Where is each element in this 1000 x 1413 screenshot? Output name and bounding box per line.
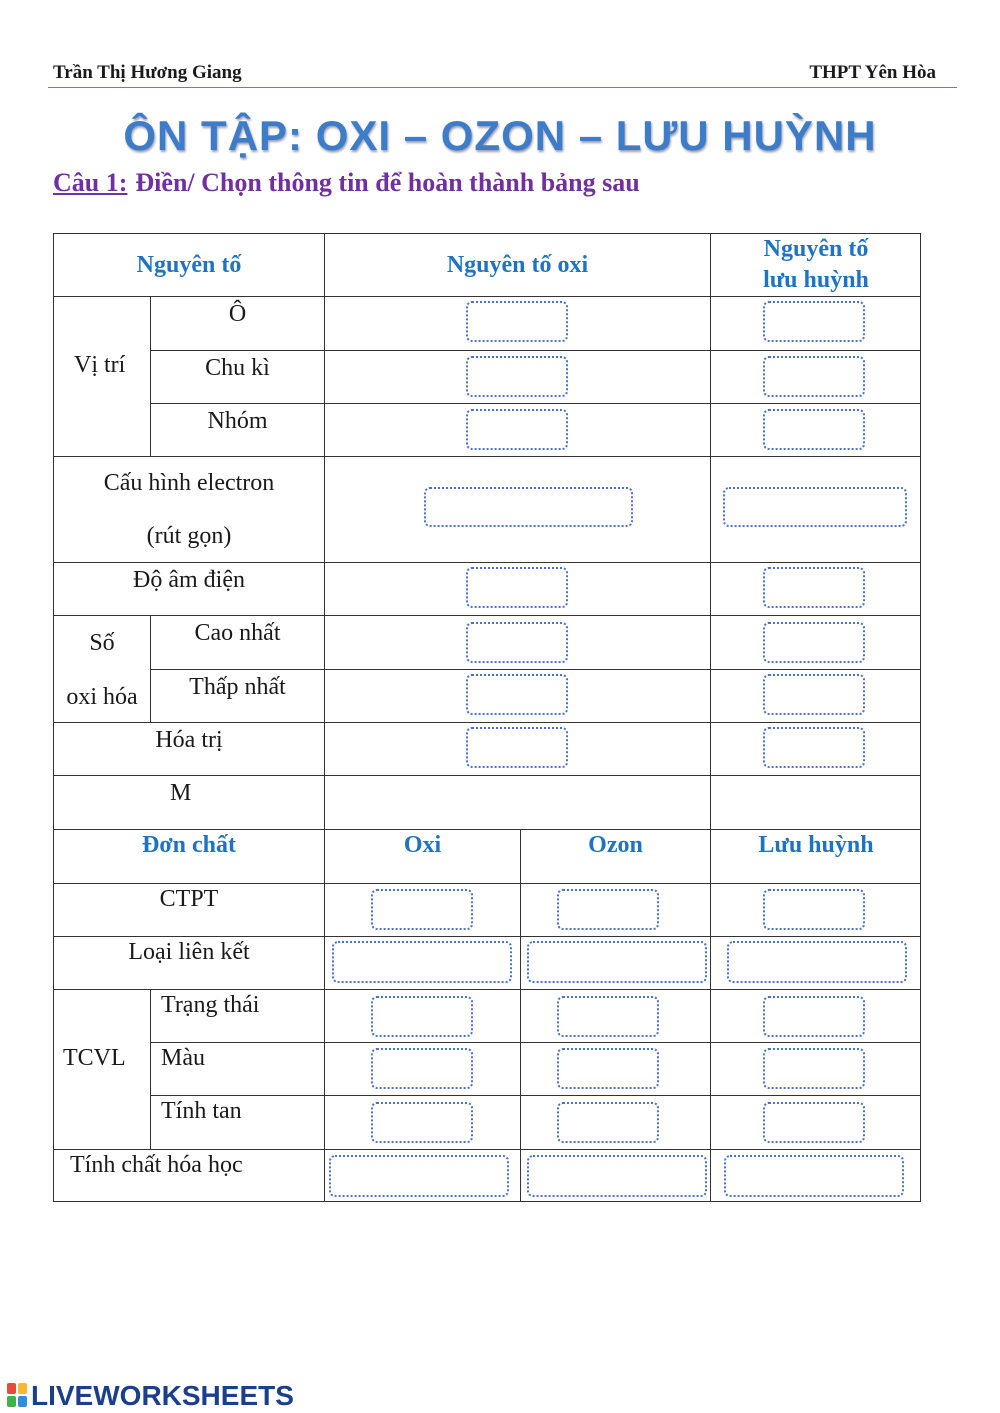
answer-box-oxygen-lowest[interactable]: [466, 674, 568, 715]
answer-box-ozon-formula[interactable]: [557, 889, 659, 930]
answer-box-oxygen-valence[interactable]: [466, 727, 568, 768]
row-group-position: Vị trí: [53, 296, 150, 456]
row-group-oxidation-line2: oxi hóa: [66, 684, 138, 710]
row-group-physical: TCVL: [53, 989, 150, 1149]
answer-box-lh-color[interactable]: [763, 1048, 865, 1089]
answer-box-oxi-chem[interactable]: [329, 1155, 509, 1197]
header-divider: [48, 87, 957, 88]
answer-box-oxi-state[interactable]: [371, 996, 473, 1037]
answer-box-ozon-bond[interactable]: [527, 941, 707, 983]
row-group-oxidation-line1: Số: [89, 630, 115, 656]
answer-box-oxygen-highest[interactable]: [466, 622, 568, 663]
oxygen-mass-cell: [324, 775, 710, 829]
label-formula: CTPT: [53, 883, 324, 936]
answer-box-lh-solubility[interactable]: [763, 1102, 865, 1143]
label-highest: Cao nhất: [150, 615, 324, 669]
header-sulfur-line1: Nguyên tố: [763, 236, 869, 262]
answer-box-sulfur-valence[interactable]: [763, 727, 865, 768]
answer-box-sulfur-lowest[interactable]: [763, 674, 865, 715]
answer-box-oxygen-group[interactable]: [466, 409, 568, 450]
label-cell: Ô: [150, 296, 324, 350]
answer-box-oxygen-cell[interactable]: [466, 301, 568, 342]
answer-box-oxi-bond[interactable]: [332, 941, 512, 983]
liveworksheets-mark-icon: [7, 1383, 29, 1409]
question-1: [53, 168, 640, 198]
label-lowest: Thấp nhất: [150, 669, 324, 722]
label-period: Chu kì: [150, 350, 324, 403]
label-electronegativity: Độ âm điện: [53, 562, 324, 615]
answer-box-sulfur-config[interactable]: [723, 487, 907, 527]
page-title: ÔN TẬP: OXI – OZON – LƯU HUỲNH: [123, 112, 877, 159]
header-oxi: Oxi: [324, 829, 520, 883]
header-substance: Đơn chất: [53, 829, 324, 883]
label-molar-mass: M: [53, 775, 324, 829]
label-electron-config: [53, 456, 324, 562]
header-element: Nguyên tố: [53, 233, 324, 296]
answer-box-lh-chem[interactable]: [724, 1155, 904, 1197]
label-electron-config-line2: (rút gọn): [146, 523, 232, 549]
header-ozon: Ozon: [520, 829, 710, 883]
question-number: Câu 1:: [53, 168, 128, 197]
answer-box-ozon-chem[interactable]: [527, 1155, 707, 1197]
answer-box-sulfur-cell[interactable]: [763, 301, 865, 342]
answer-box-ozon-state[interactable]: [557, 996, 659, 1037]
label-state: Trạng thái: [150, 989, 324, 1042]
question-text: Điền/ Chọn thông tin để hoàn thành bảng sau: [135, 168, 640, 197]
liveworksheets-text: LIVEWORKSHEETS: [31, 1380, 294, 1411]
answer-box-lh-bond[interactable]: [727, 941, 907, 983]
answer-box-lh-formula[interactable]: [763, 889, 865, 930]
answer-box-lh-state[interactable]: [763, 996, 865, 1037]
answer-box-sulfur-highest[interactable]: [763, 622, 865, 663]
header-sulfur-line2: lưu huỳnh: [763, 267, 869, 293]
answer-box-ozon-solubility[interactable]: [557, 1102, 659, 1143]
answer-box-sulfur-group[interactable]: [763, 409, 865, 450]
sulfur-mass-cell: [710, 775, 921, 829]
label-electron-config-line1: Cấu hình electron: [103, 470, 275, 496]
label-chem-props: Tính chất hóa học: [53, 1149, 324, 1202]
answer-box-oxygen-en[interactable]: [466, 567, 568, 608]
answer-box-sulfur-en[interactable]: [763, 567, 865, 608]
answer-box-oxi-formula[interactable]: [371, 889, 473, 930]
header-oxygen: Nguyên tố oxi: [324, 233, 710, 296]
header-sulfur: [710, 233, 921, 296]
liveworksheets-logo: [7, 1380, 294, 1412]
answer-box-oxi-solubility[interactable]: [371, 1102, 473, 1143]
school-name: THPT Yên Hòa: [809, 62, 936, 83]
answer-box-oxygen-config[interactable]: [424, 487, 633, 527]
answer-box-ozon-color[interactable]: [557, 1048, 659, 1089]
answer-box-oxygen-period[interactable]: [466, 356, 568, 397]
answer-box-oxi-color[interactable]: [371, 1048, 473, 1089]
label-color: Màu: [150, 1042, 324, 1095]
header-luu-huynh: Lưu huỳnh: [710, 829, 921, 883]
label-bond-type: Loại liên kết: [53, 936, 324, 989]
label-solubility: Tính tan: [150, 1095, 324, 1149]
author-name: Trần Thị Hương Giang: [53, 62, 242, 83]
row-group-oxidation: [53, 615, 150, 722]
label-group: Nhóm: [150, 403, 324, 456]
label-valence: Hóa trị: [53, 722, 324, 775]
answer-box-sulfur-period[interactable]: [763, 356, 865, 397]
